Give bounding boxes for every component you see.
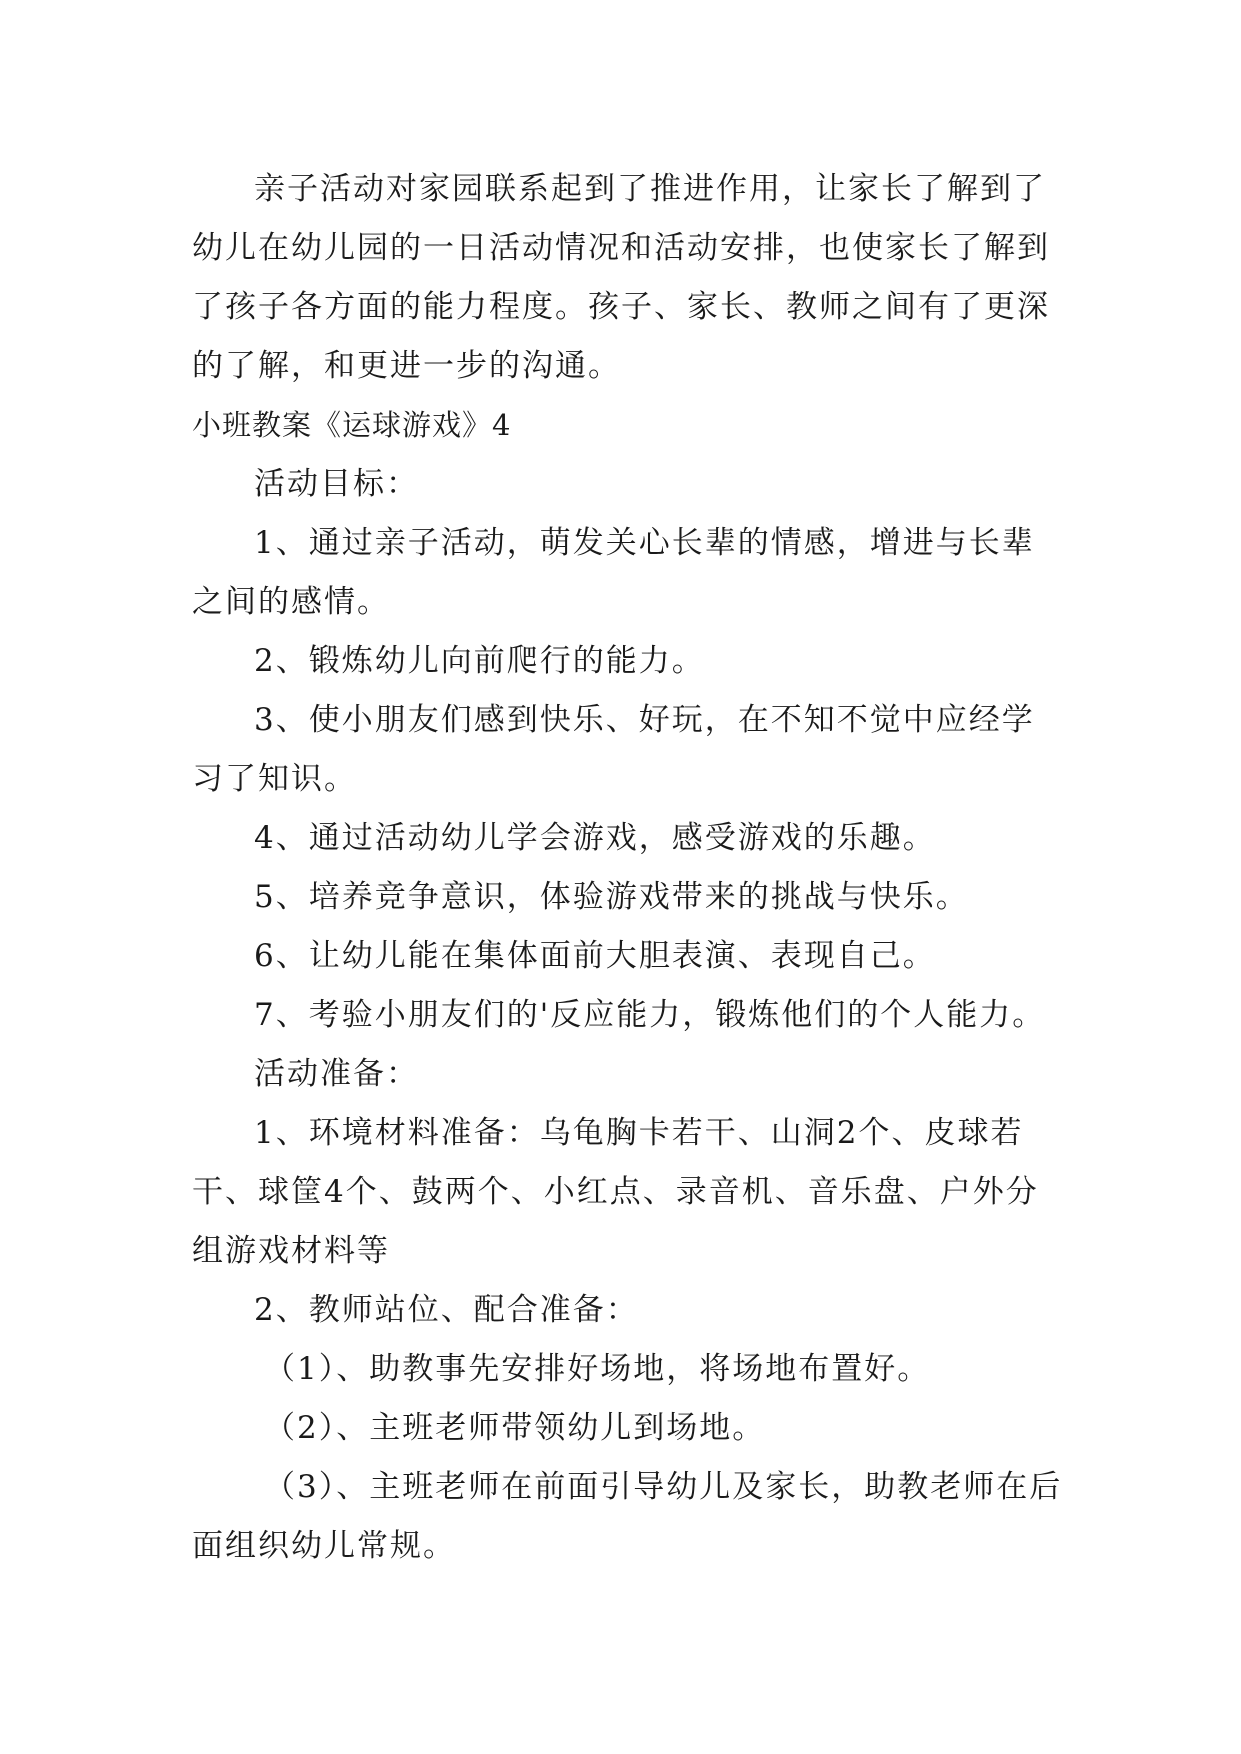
- goal-item: 5、培养竞争意识，体验游戏带来的挑战与快乐。: [254, 879, 969, 915]
- goal-item: 4、通过活动幼儿学会游戏，感受游戏的乐趣。: [254, 820, 936, 856]
- preparation-subitem-continued: 面组织幼儿常规。: [192, 1528, 456, 1564]
- paragraph-line: 的了解，和更进一步的沟通。: [192, 348, 621, 384]
- goal-item: 2、锻炼幼儿向前爬行的能力。: [254, 643, 705, 679]
- preparation-item: 2、教师站位、配合准备：: [254, 1292, 639, 1328]
- subheading-goals: 活动目标：: [254, 466, 419, 502]
- preparation-subitem: （2）、主班老师带领幼儿到场地。: [264, 1410, 766, 1446]
- preparation-subitem: （1）、助教事先安排好场地，将场地布置好。: [264, 1351, 931, 1387]
- subheading-preparation: 活动准备：: [254, 1056, 419, 1092]
- goal-item: 6、让幼儿能在集体面前大胆表演、表现自己。: [254, 938, 936, 974]
- goal-item: 7、考验小朋友们的'反应能力，锻炼他们的个人能力。: [254, 997, 1046, 1033]
- section-heading: 小班教案《运球游戏》4: [192, 408, 512, 442]
- paragraph-line: 了孩子各方面的能力程度。孩子、家长、教师之间有了更深: [192, 289, 1050, 325]
- preparation-subitem: （3）、主班老师在前面引导幼儿及家长，助教老师在后: [264, 1469, 1063, 1505]
- goal-item: 1、通过亲子活动，萌发关心长辈的情感，增进与长辈: [254, 525, 1035, 561]
- preparation-item: 1、环境材料准备：乌龟胸卡若干、山洞2个、皮球若: [254, 1115, 1024, 1151]
- paragraph-line: 亲子活动对家园联系起到了推进作用，让家长了解到了: [254, 171, 1046, 207]
- goal-item-continued: 习了知识。: [192, 761, 357, 797]
- preparation-item-continued: 组游戏材料等: [192, 1233, 390, 1269]
- paragraph-line: 幼儿在幼儿园的一日活动情况和活动安排，也使家长了解到: [192, 230, 1050, 266]
- document-body: [192, 160, 1072, 1576]
- goal-item: 3、使小朋友们感到快乐、好玩，在不知不觉中应经学: [254, 702, 1035, 738]
- goal-item-continued: 之间的感情。: [192, 584, 390, 620]
- preparation-item-continued: 干、球筐4个、鼓两个、小红点、录音机、音乐盘、户外分: [192, 1174, 1039, 1210]
